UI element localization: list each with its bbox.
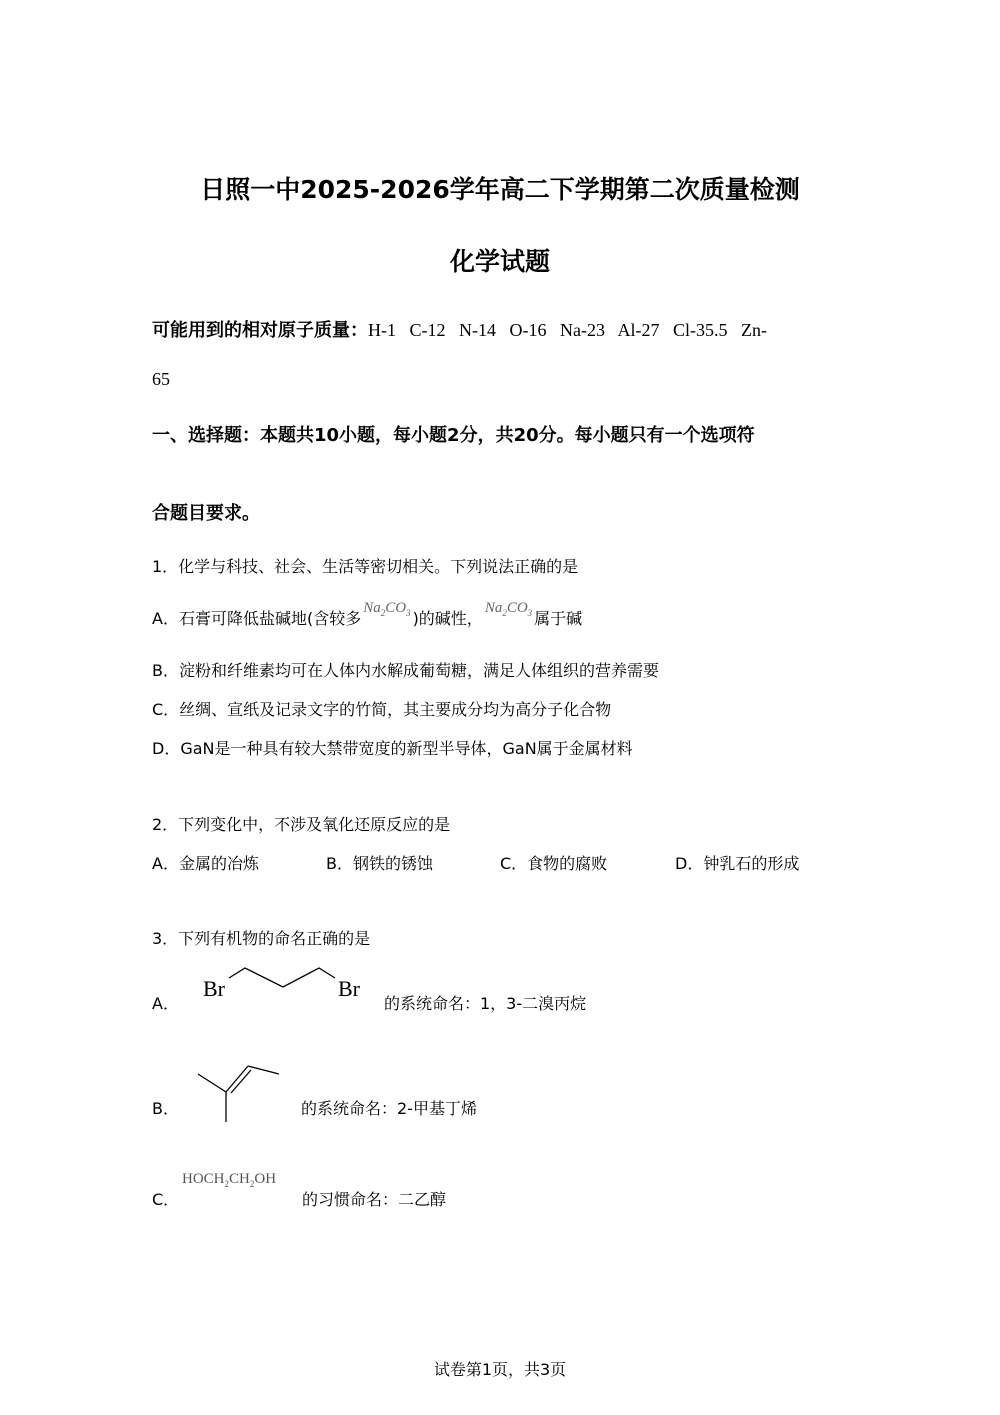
q1-option-a-pre: A．石膏可降低盐碱地(含较多 [152,609,362,628]
q3-option-b-label: B． [152,1099,179,1118]
methylbutene-structure [190,1060,290,1126]
q2-option-a: A．金属的冶炼 [152,854,259,873]
page-footer: 试卷第1页，共3页 [433,1360,567,1379]
dibromopropane-structure [195,960,375,1005]
q1-option-a-mid: )的碱性， [412,609,483,628]
formula-na2co3: $Na_2CO_3$ [363,600,411,618]
q3-stem: 3．下列有机物的命名正确的是 [152,929,371,948]
title-line-2: 化学试题 [449,247,550,276]
section-heading-line-1: 一、选择题：本题共10小题，每小题2分，共20分。每小题只有一个选项符 [152,425,755,446]
atomic-mass-values-cont: 65 [152,369,170,389]
q1-option-a-post: 属于碱 [534,609,583,628]
section-heading-line-2: 合题目要求。 [152,503,260,524]
formula-na2co3-2: $Na_2CO_3$ [484,600,533,618]
q2-option-b: B．钢铁的锈蚀 [326,854,433,873]
q2-option-d: D．钟乳石的形成 [675,854,800,873]
q3-option-a-label: A． [152,994,179,1013]
bromine-left: Br [203,976,225,1001]
q1-stem: 1．化学与科技、社会、生活等密切相关。下列说法正确的是 [152,557,579,576]
q3-option-c-label: C． [152,1190,180,1209]
q3-option-b-text: 的系统命名：2-甲基丁烯 [301,1099,477,1118]
q3-option-c-text: 的习惯命名：二乙醇 [302,1190,447,1209]
q3-option-a-text: 的系统命名：1，3-二溴丙烷 [384,994,587,1013]
atomic-mass-label: 可能用到的相对原子质量： [152,320,368,341]
carbon-chain [229,968,335,987]
q2-option-c: C．食物的腐败 [500,854,608,873]
q1-option-a [152,600,583,630]
atomic-mass-line [152,316,767,342]
q2-stem: 2．下列变化中，不涉及氧化还原反应的是 [152,815,451,834]
atomic-mass-values: H-1 C-12 N-14 O-16 Na-23 Al-27 Cl-35.5 Zn- [368,320,767,340]
q1-option-c: C．丝绸、宣纸及记录文字的竹简，其主要成分均为高分子化合物 [152,700,612,719]
q1-option-d: D．GaN是一种具有较大禁带宽度的新型半导体，GaN属于金属材料 [152,739,633,758]
bromine-right: Br [338,976,360,1001]
title-line-1: 日照一中2025-2026学年高二下学期第二次质量检测 [200,175,800,204]
q1-option-b: B．淀粉和纤维素均可在人体内水解成葡萄糖，满足人体组织的营养需要 [152,661,659,680]
formula-ethylene-glycol: $HOCH_2CH_2OH$ [182,1171,277,1189]
